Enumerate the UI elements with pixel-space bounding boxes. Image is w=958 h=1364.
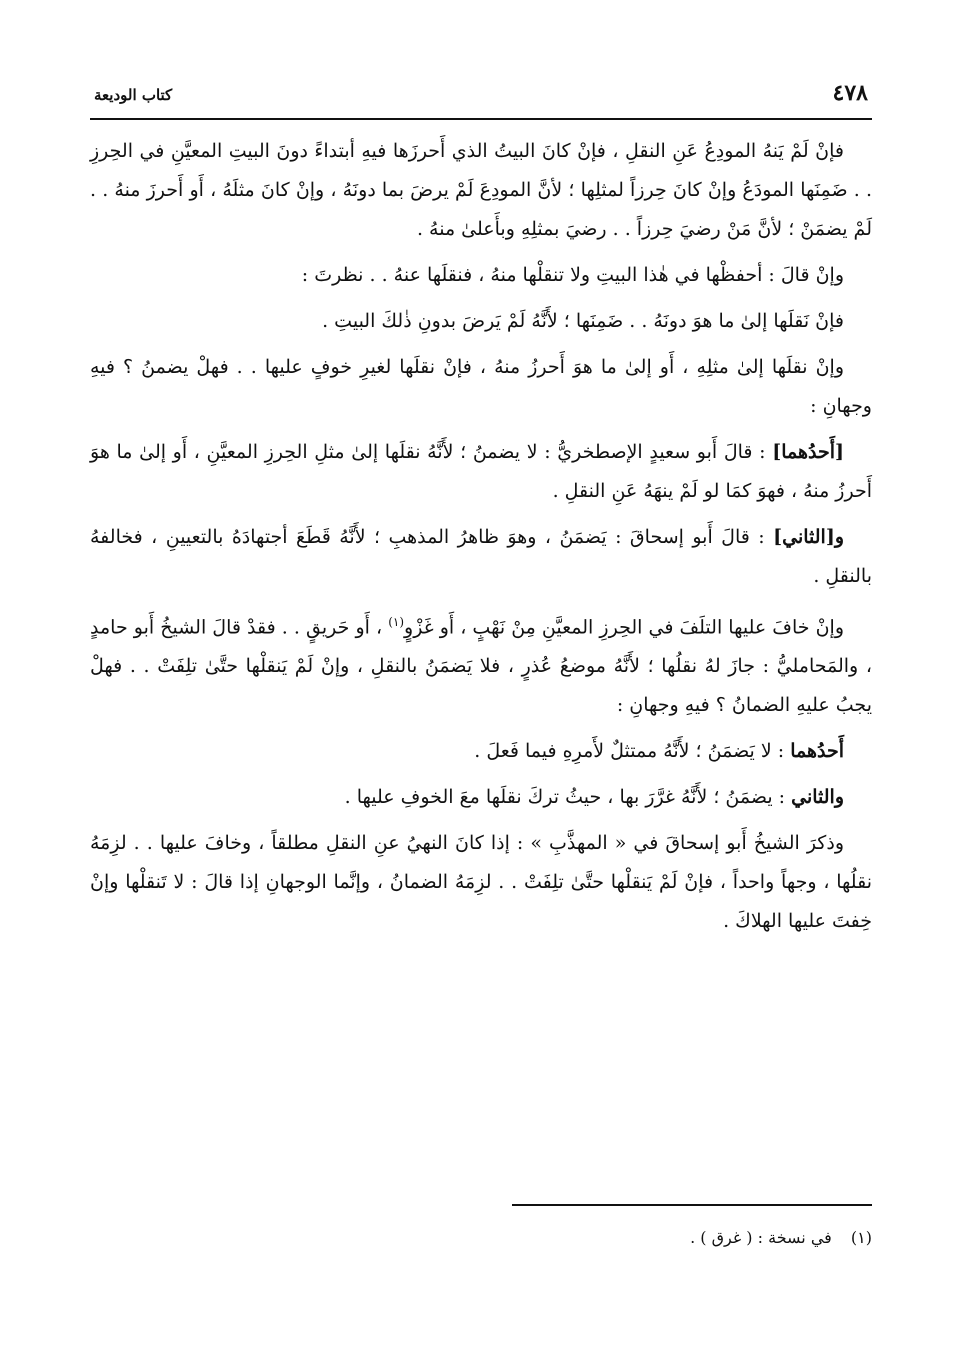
- paragraph-lead: أَحدُهما: [790, 740, 844, 763]
- footnote-marker: (١): [850, 1228, 872, 1247]
- paragraph: أَحدُهما : لا يَضمَنُ ؛ لأَنَّهُ ممتثلٌ لأَمرِهِ فيما فَعلَ .: [474, 740, 844, 763]
- footnote: [90, 1228, 872, 1247]
- footnote-divider: [512, 1204, 872, 1206]
- body-text: [90, 132, 872, 948]
- paragraph: وإنْ نقلَها إلىٰ مثلِهِ ، أَو إلىٰ ما هوَ أَحرزُ منهُ ، فإنْ نقلَها لغيرِ خوفٍ عليها . . فهلْ يضمنُ ؟ فيهِ وجهانِ :: [90, 356, 872, 417]
- paragraph-lead: والثاني: [791, 786, 844, 809]
- footnote-reference: (١): [388, 615, 405, 629]
- book-title: كتاب الوديعة: [94, 86, 173, 104]
- paragraph: والثاني : يضمَنُ ؛ لأَنَّهُ غرَّرَ بها ، حيثُ تركَ نقلَها معَ الخوفِ عليها .: [344, 786, 844, 809]
- paragraph: وإنْ قالَ : أحفظْها في هٰذا البيتِ ولا تنقلْها منهُ ، فنقلَها عنهُ . . نظرتَ :: [301, 264, 844, 286]
- paragraph: فإنْ لَمْ يَنهُ المودِعُ عَنِ النقلِ ، فإنْ كانَ البيتُ الذي أَحرزَها فيهِ أبتداءً دونَ البيتِ المعيَّنِ في الحِرزِ . . ضَمِنَها المودَعُ وإنْ كانَ حِرزاً لمثلِها ؛ لأنَّ المودِعَ لَمْ يرضَ بما دونَهُ ، وإنْ كانَ مثلَهُ ، أَو أَحرزَ منهُ . . لَمْ يضمَنْ ؛ لأنَّ مَنْ رضيَ حِرزاً . . رضيَ بمثلِهِ وبأَعلىٰ منهُ .: [90, 140, 872, 240]
- paragraph: وإنْ خافَ عليها التلَفَ في الحِرزِ المعيَّنِ مِنْ نَهْبٍ ، أَو غَزْوٍ$^{(١)}$ ، أَو حَريقٍ . . فقدْ قالَ الشيخُ أَبو حامدٍ ، والمَحامليُّ : جازَ لهُ نقلُها ؛ لأَنَّهُ موضعُ عُذرٍ ، فلا يَضمَنُ بالنقلِ ، وإنْ لَمْ يَنقلْها حتَّىٰ تلِفَتْ . . فهلْ يجبُ عليهِ الضمانُ ؟ فيهِ وجهانِ :: [90, 615, 872, 717]
- paragraph-lead: و[الثاني]: [773, 526, 844, 548]
- document-page: [90, 78, 872, 1318]
- paragraph: فإنْ نَقلَها إلىٰ ما هوَ دونَهُ . . ضَمِنَها ؛ لأَنَّهُ لَمْ يَرضَ بدونِ ذٰلكَ البيتِ .: [322, 310, 844, 332]
- paragraph: [أَحدُهما] : قالَ أَبو سعيدٍ الإصطخريُّ : لا يضمنُ ؛ لأَنَّهُ نقلَها إلىٰ مثلِ الحِرزِ المعيَّنِ ، أَو إلىٰ ما هوَ أَحرزُ منهُ ، فهوَ كمَا لو لَمْ ينهَهُ عَنِ النقلِ .: [90, 441, 872, 502]
- paragraph: وذكرَ الشيخُ أَبو إسحاقَ في « المهذَّبِ » : إذا كانَ النهيُ عنِ النقلِ مطلقاً ، وخافَ عليها . . لزِمَهُ نقلُها ، وجهاً واحداً ، فإنْ لَمْ يَنقلْها حتَّىٰ تلِفَتْ . . لزِمَهُ الضمانُ ، وإنَّما الوجهانِ إذا قالَ : لا تَنقلْها وإنْ خِفتَ عليها الهلاكَ .: [90, 832, 872, 933]
- running-header: [90, 78, 872, 120]
- paragraph-lead: [أَحدُهما]: [772, 441, 844, 463]
- footnote-text: في نسخة : ( غرق ) .: [690, 1228, 832, 1247]
- page-number: ٤٧٨: [832, 80, 868, 106]
- paragraph: و[الثاني] : قالَ أَبو إسحاقَ : يَضمَنُ ، وهوَ ظاهرُ المذهبِ ؛ لأَنَّهُ قَطَعَ أجتهادَهُ بالتعيينِ ، فخالفهُ بالنقلِ .: [90, 526, 872, 587]
